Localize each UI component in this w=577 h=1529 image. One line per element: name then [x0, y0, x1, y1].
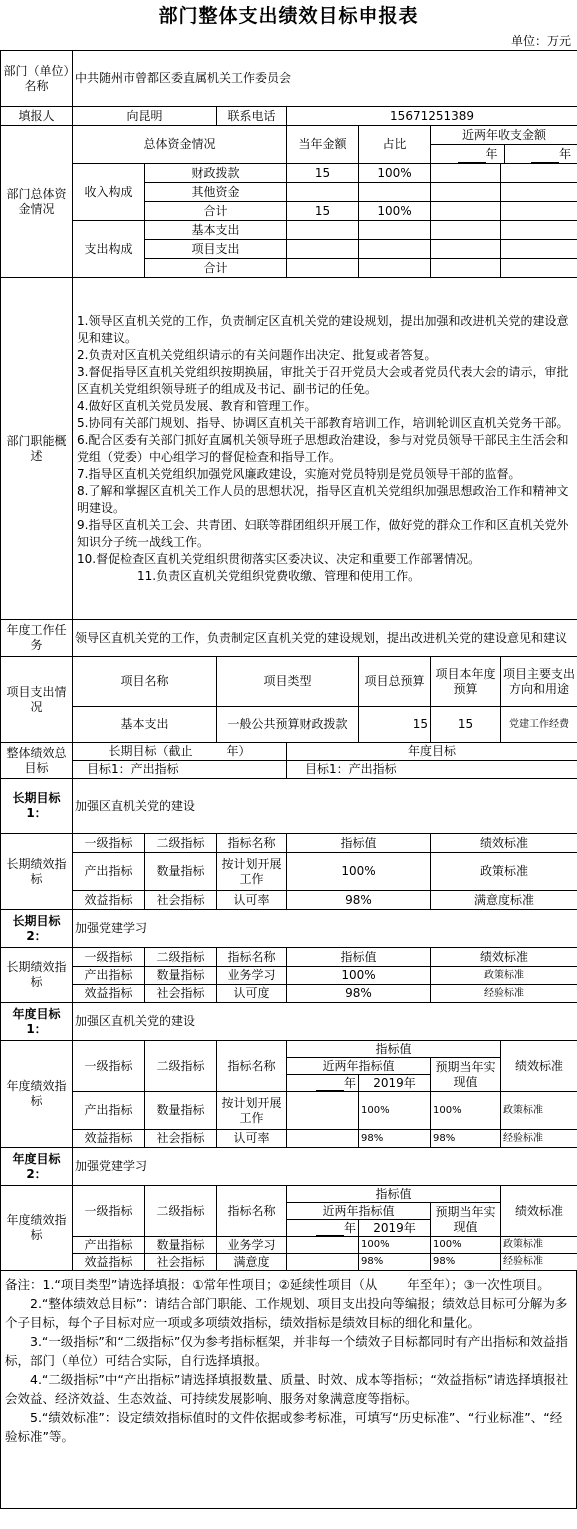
income-row-ratio: 100%	[359, 202, 431, 221]
ind-l1: 产出指标	[73, 967, 145, 985]
overall-label: 整体绩效总目标	[1, 743, 73, 779]
ind-prev	[287, 1254, 359, 1271]
long-ind-label: 长期绩效指标	[1, 948, 73, 1003]
project-name: 基本支出	[73, 707, 217, 743]
project-type: 一般公共预算财政拨款	[217, 707, 359, 743]
ind-l1: 产出指标	[73, 853, 145, 891]
expense-label: 支出构成	[73, 221, 145, 278]
projects-label: 项目支出情况	[1, 657, 73, 743]
year-ind-header-expected: 预期当年实现值	[431, 1058, 501, 1092]
ind-header-l2: 二级指标	[145, 1041, 217, 1092]
duty-item: 10.督促检查区直机关党组织贯彻落实区委决议、决定和重要工作部署情况。	[77, 551, 481, 566]
funds-header-amount: 当年金额	[287, 126, 359, 164]
ind-header-value: 指标值	[287, 834, 431, 853]
notes-section	[0, 1271, 577, 1509]
ind-value: 100%	[287, 967, 431, 985]
ind-header-name: 指标名称	[217, 1041, 287, 1092]
ind-name: 认可率	[217, 1130, 287, 1148]
duty-item: 2.负责对区直机关党组织请示的有关问题作出决定、批复或者答复。	[77, 347, 437, 362]
project-total: 15	[359, 707, 431, 743]
ind-std: 经验标准	[431, 985, 577, 1003]
ind-l1: 产出指标	[73, 1092, 145, 1130]
year-ind-header-expected: 预期当年实现值	[431, 1203, 501, 1237]
ind-header-name: 指标名称	[217, 834, 287, 853]
expense-row-ratio	[359, 221, 431, 240]
income-row-ratio	[359, 183, 431, 202]
income-row-recent2	[501, 202, 577, 221]
expense-row-amount	[287, 221, 359, 240]
overall-long-target: 目标1：产出指标	[73, 761, 287, 779]
long-goal-desc: 加强党建学习	[73, 910, 577, 948]
duties-label: 部门职能概述	[1, 278, 73, 620]
ind-header-l2: 二级指标	[145, 834, 217, 853]
ind-l2: 社会指标	[145, 1254, 217, 1271]
funds-header-ratio: 占比	[359, 126, 431, 164]
year-ind-label: 年度绩效指标	[1, 1186, 73, 1271]
year-ind-header-value: 指标值	[287, 1041, 501, 1058]
project-year: 15	[431, 707, 501, 743]
income-row-recent2	[501, 183, 577, 202]
ind-header-value: 指标值	[287, 948, 431, 967]
project-header-type: 项目类型	[217, 657, 359, 707]
ind-header-l1: 一级指标	[73, 834, 145, 853]
funds-section-label: 部门总体资金情况	[1, 126, 73, 278]
note-5: 5.“绩效标准”：设定绩效指标值时的文件依据或参考标准，可填写“历史标准”、“行业标准”、“经验标准”等。	[5, 1410, 563, 1444]
year-ind-header-recent: 近两年指标值	[287, 1058, 431, 1075]
expense-row-amount	[287, 240, 359, 259]
ind-prev	[287, 1237, 359, 1254]
ind-header-std: 绩效标准	[431, 834, 577, 853]
ind-l1: 效益指标	[73, 985, 145, 1003]
duty-item: 7.指导区直机关党组织加强党风廉政建设，实施对党员特别是党员领导干部的监督。	[77, 466, 521, 481]
ind-l2: 社会指标	[145, 1130, 217, 1148]
year-ind-header-prev: 年	[287, 1220, 359, 1237]
ind-prev	[287, 1092, 359, 1130]
ind-name: 认可度	[217, 985, 287, 1003]
ind-header-name: 指标名称	[217, 1186, 287, 1237]
ind-name: 满意度	[217, 1254, 287, 1271]
expense-row-ratio	[359, 259, 431, 278]
year-ind-header-recent: 近两年指标值	[287, 1203, 431, 1220]
dept-value: 中共随州市曾都区委直属机关工作委员会	[73, 51, 577, 107]
ind-expected: 98%	[431, 1254, 501, 1271]
income-row-recent2	[501, 164, 577, 183]
year-goal-label: 年度目标1：	[1, 1003, 73, 1041]
ind-l1: 效益指标	[73, 891, 145, 910]
expense-row-name: 基本支出	[145, 221, 287, 240]
income-row-name: 合计	[145, 202, 287, 221]
ind-header-std: 绩效标准	[431, 948, 577, 967]
income-row-recent1	[431, 202, 501, 221]
ind-2019: 98%	[359, 1254, 431, 1271]
duty-item: 6.配合区委有关部门抓好直属机关领导班子思想政治建设，参与对党员领导干部民主生活会和党组（党委）中心组学习的督促检查和指导工作。	[77, 432, 569, 464]
duty-item: 9.指导区直机关工会、共青团、妇联等群团组织开展工作，做好党的群众工作和区直机关党外知识分子统一战线工作。	[77, 517, 569, 549]
ind-l2: 数量指标	[145, 967, 217, 985]
note-1: 备注：1.“项目类型”请选择填报：①常年性项目；②延续性项目（从 年至年）；③一次性项目。	[5, 1277, 550, 1292]
duty-item: 8.了解和掌握区直机关工作人员的思想状况，指导区直机关党组织加强思想政治工作和精神文明建设。	[77, 483, 569, 515]
expense-row-recent2	[501, 240, 577, 259]
income-row-amount: 15	[287, 202, 359, 221]
duty-item: 5.协同有关部门规划、指导、协调区直机关干部教育培训工作，培训轮训区直机关党务干部。	[77, 415, 569, 430]
project-header-use: 项目主要支出方向和用途	[501, 657, 577, 707]
ind-name: 业务学习	[217, 1237, 287, 1254]
year-ind-header-2019: 2019年	[359, 1220, 431, 1237]
project-header-year: 项目本年度预算	[431, 657, 501, 707]
recent-year-1: 年	[431, 145, 505, 163]
long-goal-desc: 加强区直机关党的建设	[73, 779, 577, 834]
expense-row-name: 合计	[145, 259, 287, 278]
ind-l1: 产出指标	[73, 1237, 145, 1254]
ind-header-l1: 一级指标	[73, 1041, 145, 1092]
income-row-name: 其他资金	[145, 183, 287, 202]
duty-item: 11.负责区直机关党组织党费收缴、管理和使用工作。	[137, 568, 421, 583]
ind-name: 认可率	[217, 891, 287, 910]
year-goal-desc: 加强党建学习	[73, 1148, 577, 1186]
ind-l2: 数量指标	[145, 1237, 217, 1254]
year-ind-header-value: 指标值	[287, 1186, 501, 1203]
ind-l2: 社会指标	[145, 891, 217, 910]
income-row-amount	[287, 183, 359, 202]
ind-header-l2: 二级指标	[145, 948, 217, 967]
overall-year-target: 目标1：产出指标	[287, 761, 577, 779]
duty-item: 3.督促指导区直机关党组织按期换届，审批关于召开党员大会或者党员代表大会的请示，审批区直机关党组织领导班子的组成及书记、副书记的任免。	[77, 364, 569, 396]
long-goal-label: 长期目标1：	[1, 779, 73, 834]
expense-row-recent2	[501, 259, 577, 278]
note-2: 2.“整体绩效总目标”：请结合部门职能、工作规划、项目支出投向等编报；绩效总目标可分解为多个子目标，每个子目标对应一项或多项绩效指标，绩效指标是绩效目标的细化和量化。	[5, 1296, 568, 1330]
unit-label: 单位：万元	[510, 34, 571, 48]
overall-long-head: 长期目标（截止 年）	[73, 743, 287, 761]
ind-std: 政策标准	[501, 1092, 577, 1130]
recent-years-title: 近两年收支金额	[431, 126, 577, 145]
ind-value: 100%	[287, 853, 431, 891]
form-table	[0, 50, 577, 1271]
ind-name: 按计划开展工作	[217, 853, 287, 891]
ind-value: 98%	[287, 985, 431, 1003]
ind-prev	[287, 1130, 359, 1148]
note-3: 3.“一级指标”和“二级指标”仅为参考指标框架，并非每一个绩效子目标都同时有产出指标和效益指标，部门（单位）可结合实际，自行选择填报。	[5, 1334, 568, 1368]
year-ind-header-std: 绩效标准	[501, 1186, 577, 1237]
expense-row-recent2	[501, 221, 577, 240]
income-row-recent1	[431, 164, 501, 183]
project-use: 党建工作经费	[501, 707, 577, 743]
income-label: 收入构成	[73, 164, 145, 221]
dept-label: 部门（单位）名称	[1, 51, 73, 107]
year-goal-label: 年度目标2：	[1, 1148, 73, 1186]
ind-l2: 数量指标	[145, 853, 217, 891]
year-ind-header-std: 绩效标准	[501, 1041, 577, 1092]
ind-l2: 社会指标	[145, 985, 217, 1003]
ind-header-l1: 一级指标	[73, 1186, 145, 1237]
ind-l1: 效益指标	[73, 1130, 145, 1148]
annual-task-label: 年度工作任务	[1, 620, 73, 657]
ind-name: 按计划开展工作	[217, 1092, 287, 1130]
project-header-name: 项目名称	[73, 657, 217, 707]
income-row-amount: 15	[287, 164, 359, 183]
ind-2019: 98%	[359, 1130, 431, 1148]
ind-std: 政策标准	[501, 1237, 577, 1254]
expense-row-amount	[287, 259, 359, 278]
form-title: 部门整体支出绩效目标申报表	[158, 5, 419, 27]
expense-row-recent1	[431, 240, 501, 259]
note-4: 4.“二级指标”中“产出指标”请选择填报数量、质量、时效、成本等指标；“效益指标”请选择填报社会效益、经济效益、生态效益、可持续发展影响、服务对象满意度等指标。	[5, 1372, 569, 1406]
expense-row-recent1	[431, 221, 501, 240]
phone-value: 15671251389	[287, 107, 577, 126]
ind-std: 政策标准	[431, 853, 577, 891]
ind-name: 业务学习	[217, 967, 287, 985]
year-goal-desc: 加强区直机关党的建设	[73, 1003, 577, 1041]
ind-header-l1: 一级指标	[73, 948, 145, 967]
year-ind-header-prev: 年	[287, 1075, 359, 1092]
duties-list	[73, 278, 577, 620]
duty-item: 1.领导区直机关党的工作，负责制定区直机关党的建设规划，提出加强和改进机关党的建设意见和建议。	[77, 313, 569, 345]
phone-label: 联系电话	[217, 107, 287, 126]
funds-header-total: 总体资金情况	[73, 126, 287, 164]
long-ind-label: 长期绩效指标	[1, 834, 73, 910]
long-goal-label: 长期目标2：	[1, 910, 73, 948]
ind-l1: 效益指标	[73, 1254, 145, 1271]
year-ind-header-2019: 2019年	[359, 1075, 431, 1092]
funds-header-recent	[431, 126, 577, 164]
duty-item: 4.做好区直机关党员发展、教育和管理工作。	[77, 398, 317, 413]
project-header-total: 项目总预算	[359, 657, 431, 707]
income-row-ratio: 100%	[359, 164, 431, 183]
expense-row-ratio	[359, 240, 431, 259]
annual-task-value: 领导区直机关党的工作，负责制定区直机关党的建设规划，提出改进机关党的建设意见和建议	[73, 620, 577, 657]
ind-expected: 100%	[431, 1092, 501, 1130]
ind-std: 经验标准	[501, 1130, 577, 1148]
income-row-name: 财政拨款	[145, 164, 287, 183]
expense-row-name: 项目支出	[145, 240, 287, 259]
filler-label: 填报人	[1, 107, 73, 126]
ind-expected: 98%	[431, 1130, 501, 1148]
ind-header-name: 指标名称	[217, 948, 287, 967]
ind-value: 98%	[287, 891, 431, 910]
ind-std: 经验标准	[501, 1254, 577, 1271]
recent-year-2: 年	[505, 145, 577, 163]
ind-2019: 100%	[359, 1092, 431, 1130]
ind-2019: 100%	[359, 1237, 431, 1254]
ind-std: 满意度标准	[431, 891, 577, 910]
ind-expected: 100%	[431, 1237, 501, 1254]
ind-header-l2: 二级指标	[145, 1186, 217, 1237]
filler-name: 向昆明	[73, 107, 217, 126]
year-ind-label: 年度绩效指标	[1, 1041, 73, 1148]
overall-year-head: 年度目标	[287, 743, 577, 761]
income-row-recent1	[431, 183, 501, 202]
ind-std: 政策标准	[431, 967, 577, 985]
ind-l2: 数量指标	[145, 1092, 217, 1130]
expense-row-recent1	[431, 259, 501, 278]
